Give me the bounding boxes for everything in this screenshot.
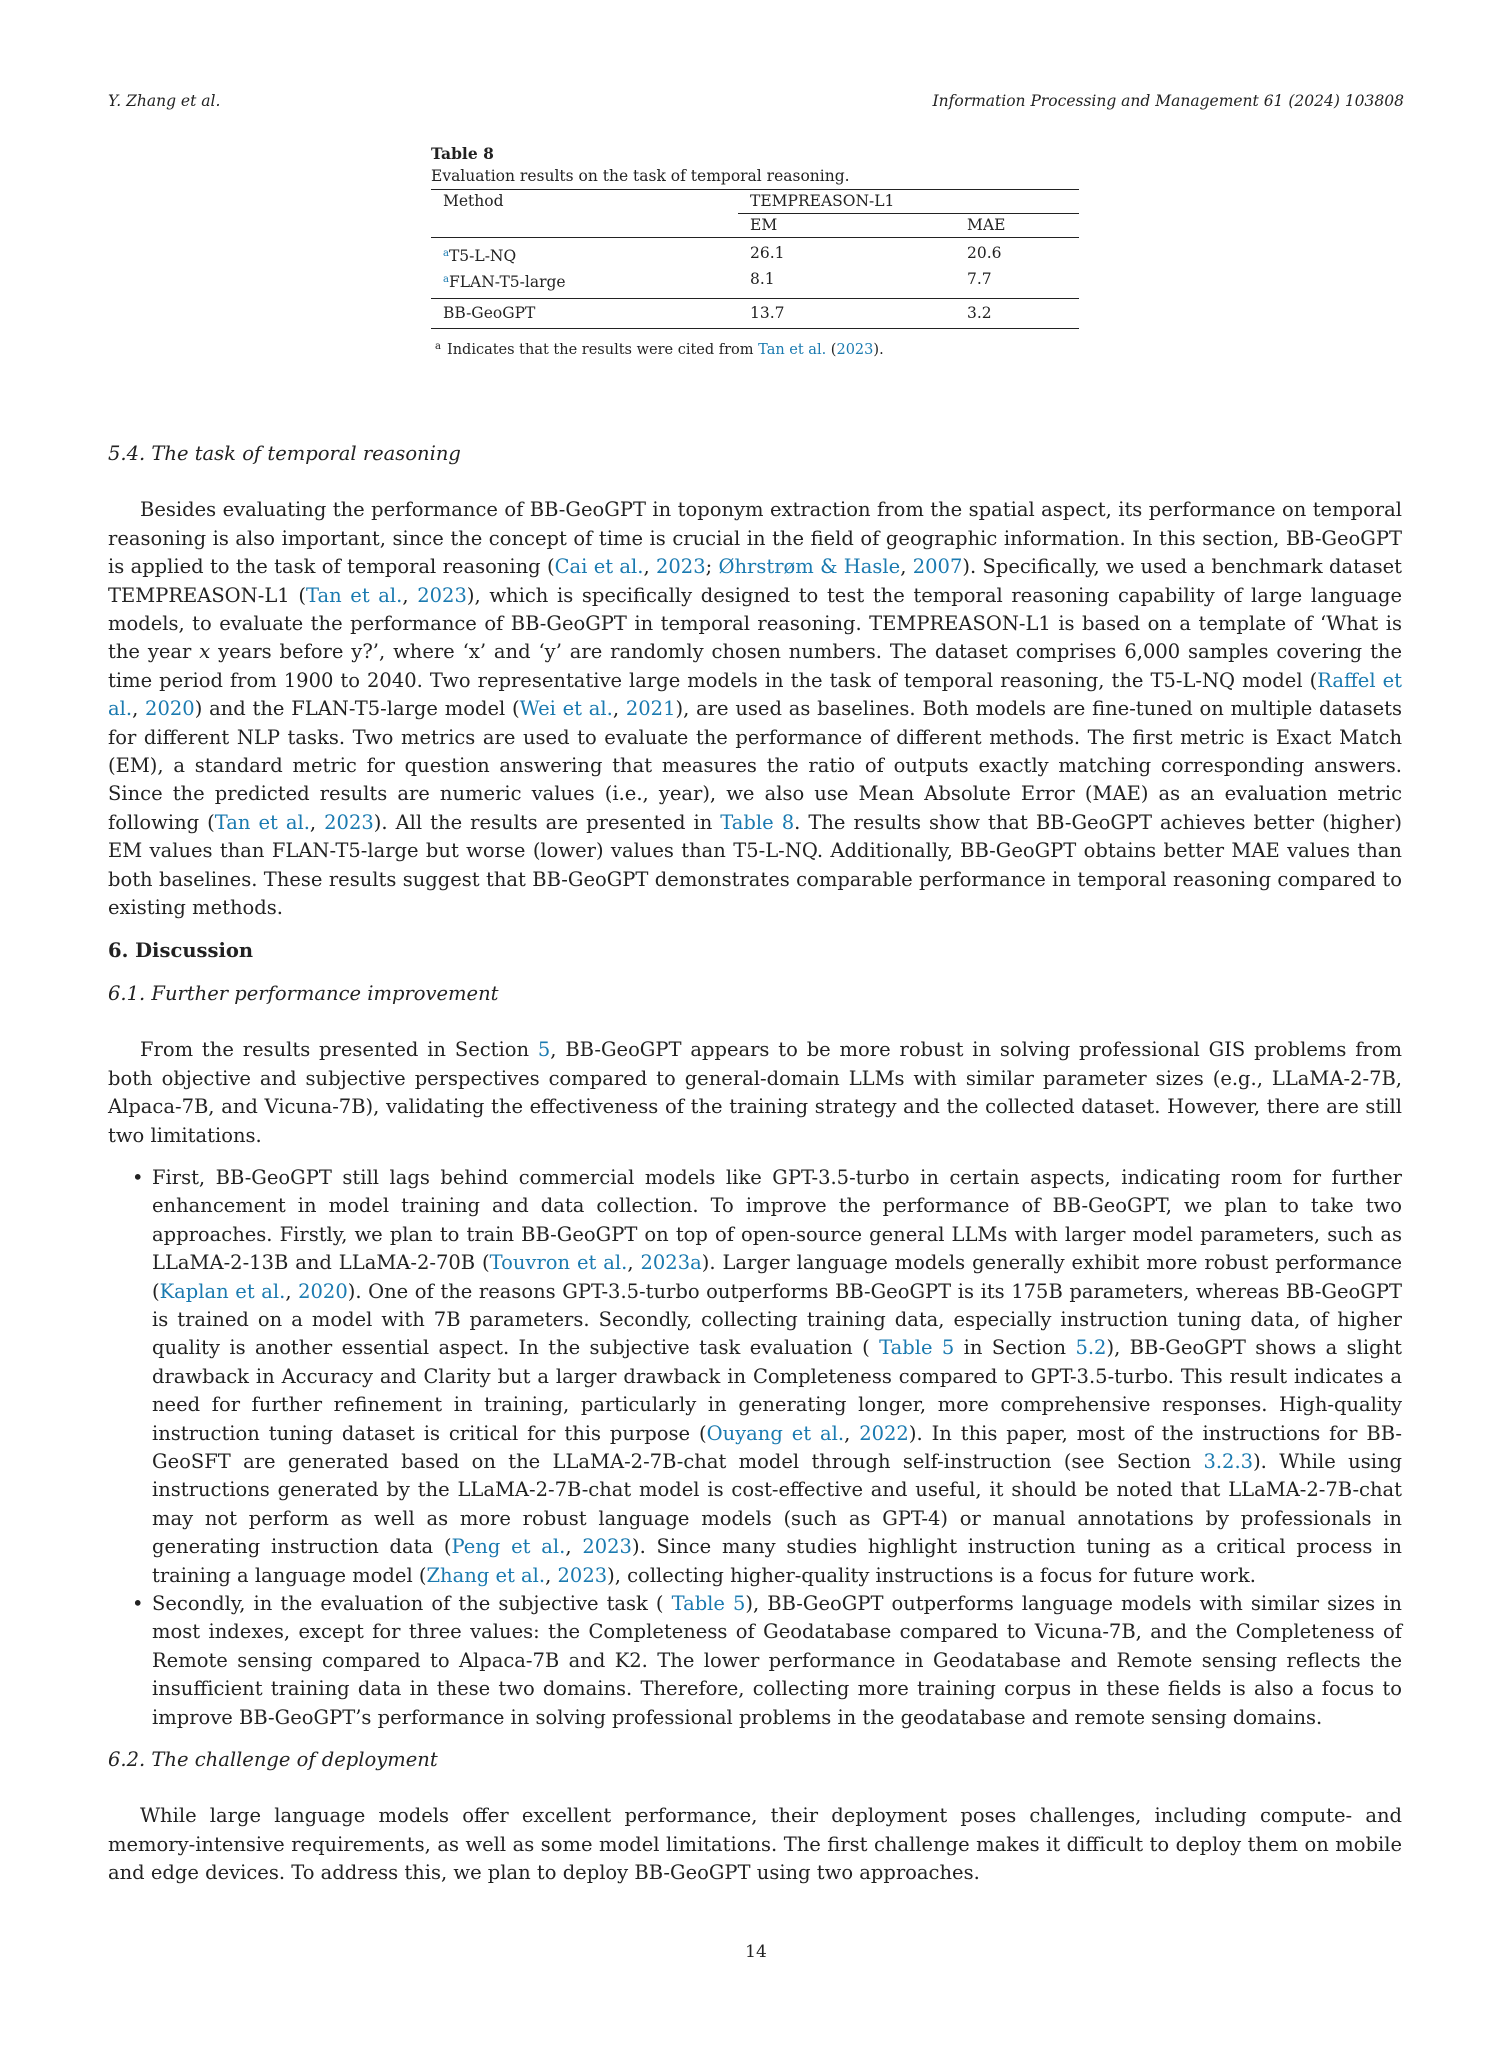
row-mae: 3.2 <box>967 304 992 322</box>
citation-link[interactable]: Tan et al. <box>214 810 310 834</box>
citation-link[interactable]: 3.2.3 <box>1203 1450 1254 1473</box>
table-row <box>431 238 1079 269</box>
row-method: BB-GeoGPT <box>443 304 536 322</box>
citation-link[interactable]: Øhrstrøm & Hasle <box>718 555 901 579</box>
citation-link[interactable]: 2023 <box>582 1535 632 1559</box>
math-variable: x <box>199 640 211 664</box>
section-5-4-paragraph: Besides evaluating the performance of BB-GeoGPT in toponym extraction from the spatial aspect, its performance on temporal reasoning is also important, since the concept of time is crucial in the field of geographic information. In this section, BB-GeoGPT is applied to the task of temporal reasoning (Cai et al., 2023; Øhrstrøm & Hasle, 2007). Specifically, we used a benchmark dataset TEMPREASON-L1 (Tan et al., 2023), which is specifically designed to test the temporal reasoning capability of large language models, to evaluate the performance of BB-GeoGPT in temporal reasoning. TEMPREASON-L1 is based on a template of ‘What is the year x years before y?’, where ‘x’ and ‘y’ are randomly chosen numbers. The dataset comprises 6,000 samples covering the time period from 1900 to 2040. Two representative large models in the task of temporal reasoning, the T5-L-NQ model (Raffel et al., 2020) and the FLAN-T5-large model (Wei et al., 2021), are used as baselines. Both models are fine-tuned on multiple datasets for different NLP tasks. Two metrics are used to evaluate the performance of different methods. The first metric is Exact Match (EM), a standard metric for question answering that measures the ratio of outputs exactly matching corresponding answers. Since the predicted results are numeric values (i.e., year), we also use Mean Absolute Error (MAE) as an evaluation metric following (Tan et al., 2023). All the results are presented in Table 8. The results show that BB-GeoGPT achieves better (higher) EM values than FLAN-T5-large but worse (lower) values than T5-L-NQ. Additionally, BB-GeoGPT obtains better MAE values than both baselines. These results suggest that BB-GeoGPT demonstrates comparable performance in temporal reasoning compared to existing methods. <box>108 498 1403 920</box>
citation-link[interactable]: Table 5 <box>671 1592 746 1616</box>
citation-link[interactable]: 2023 <box>557 1563 608 1587</box>
citation-link[interactable]: Cai et al. <box>554 555 644 579</box>
citation-link[interactable]: 2007 <box>912 555 963 579</box>
citation-link[interactable]: 2020 <box>298 1279 348 1303</box>
results-table <box>431 189 1079 329</box>
citation-link[interactable]: Table 8 <box>720 810 795 834</box>
running-header <box>108 92 1404 110</box>
list-item: • First, BB-GeoGPT still lags behind commercial models like GPT-3.5-turbo in certain aspects, indicating room for further enhancement in model training and data collection. To improve the performance of BB-GeoGPT, we plan to take two approaches. Firstly, we plan to train BB-GeoGPT on top of open-source general LLMs with larger model parameters, such as LLaMA-2-13B and LLaMA-2-70B (Touvron et al., 2023a). Larger language models generally exhibit more robust performance (Kaplan et al., 2020). One of the reasons GPT-3.5-turbo outperforms BB-GeoGPT is its 175B parameters, whereas BB-GeoGPT is trained on a model with 7B parameters. Secondly, collecting training data, especially instruction tuning data, of higher quality is another essential aspect. In the subjective task evaluation ( Table 5 in Section 5.2), BB-GeoGPT shows a slight drawback in Accuracy and Clarity but a larger drawback in Completeness compared to GPT-3.5-turbo. This result indicates a need for further refinement in training, particularly in generating longer, more comprehensive responses. High-quality instruction tuning dataset is critical for this purpose (Ouyang et al., 2022). In this paper, most of the instructions for BB-GeoSFT are generated based on the LLaMA-2-7B-chat model through self-instruction (see Section 3.2.3). While using instructions generated by the LLaMA-2-7B-chat model is cost-effective and useful, it should be noted that LLaMA-2-7B-chat may not perform as well as more robust language models (such as GPT-4) or manual annotations by professionals in generating instruction data (Peng et al., 2023). Since many studies highlight instruction tuning as a critical process in training a language model (Zhang et al., 2023), collecting higher-quality instructions is a focus for future work. <box>152 1164 1402 1590</box>
row-mae: 20.6 <box>967 244 1002 262</box>
citation-link[interactable]: Wei et al. <box>519 697 613 721</box>
footnote-citation-link[interactable]: Tan et al. <box>758 342 827 358</box>
page-number: 14 <box>745 1942 767 1962</box>
footnote-text: Indicates that the results were cited from <box>446 342 759 358</box>
table-label: Table 8 <box>431 144 494 163</box>
citation-link[interactable]: 2023 <box>324 810 374 834</box>
row-em: 26.1 <box>750 244 785 262</box>
col-mae-header: MAE <box>967 216 1006 234</box>
citation-link[interactable]: Tan et al. <box>305 583 403 607</box>
table-row <box>431 299 1079 329</box>
citation-link[interactable]: 2020 <box>145 697 195 721</box>
row-em: 13.7 <box>750 304 785 322</box>
table-footnote: $^a$ Indicates that the results were cited from Tan et al. (2023). <box>435 341 884 358</box>
main-body <box>108 440 1402 1888</box>
citation-link[interactable]: 2023 <box>417 583 467 607</box>
section-6-2-heading: 6.2. The challenge of deployment <box>108 1748 438 1772</box>
header-authors: Y. Zhang et al. <box>108 92 221 110</box>
citation-link[interactable]: Touvron et al. <box>489 1251 628 1275</box>
citation-link[interactable]: 2023 <box>655 555 706 579</box>
citation-link[interactable]: 5 <box>537 1038 551 1062</box>
table-8 <box>431 143 1079 358</box>
footnote-marker: a <box>443 248 449 259</box>
citation-link[interactable]: 2021 <box>625 697 676 721</box>
limitations-list <box>108 1164 1402 1732</box>
row-method: FLAN-T5-large <box>448 273 566 291</box>
section-6-2-paragraph: While large language models offer excellent performance, their deployment poses challenges, including compute- and memory-intensive requirements, as well as some model limitations. The first challenge makes it difficult to deploy them on mobile and edge devices. To address this, we plan to deploy BB-GeoGPT using two approaches. <box>108 1804 1402 1885</box>
row-method: T5-L-NQ <box>448 247 517 265</box>
section-5-4-heading: 5.4. The task of temporal reasoning <box>108 442 461 465</box>
section-6-1-paragraph: From the results presented in Section 5, BB-GeoGPT appears to be more robust in solving professional GIS problems from both objective and subjective perspectives compared to general-domain LLMs with similar parameter sizes (e.g., LLaMA-2-7B, Alpaca-7B, and Vicuna-7B), validating the effectiveness of the training strategy and the collected dataset. However, there are still two limitations. <box>108 1038 1402 1147</box>
citation-link[interactable]: Table 5 <box>879 1336 955 1360</box>
col-em-header: EM <box>750 216 778 234</box>
footnote-year-link[interactable]: 2023 <box>836 342 874 358</box>
table-row <box>431 268 1079 299</box>
citation-link[interactable]: 2023a <box>640 1251 702 1275</box>
citation-link[interactable]: Raffel et al. <box>108 668 1402 721</box>
list-item: • Secondly, in the evaluation of the subjective task ( Table 5), BB-GeoGPT outperforms language models with similar sizes in most indexes, except for three values: the Completeness of Geodatabase compared to Vicuna-7B, and the Completeness of Remote sensing compared to Alpaca-7B and K2. The lower performance in Geodatabase and Remote sensing reflects the insufficient training data in these two domains. Therefore, collecting more training corpus in these fields is also a focus to improve BB-GeoGPT’s performance in solving professional problems in the geodatabase and remote sensing domains. <box>152 1590 1402 1732</box>
citation-link[interactable]: Kaplan et al. <box>159 1279 286 1303</box>
citation-link[interactable]: 2022 <box>859 1421 909 1445</box>
section-6-heading: 6. Discussion <box>108 938 254 962</box>
citation-link[interactable]: Ouyang et al. <box>706 1421 845 1445</box>
citation-link[interactable]: 5.2 <box>1075 1336 1107 1360</box>
citation-link[interactable]: Peng et al. <box>451 1535 566 1559</box>
col-method-header: Method <box>443 192 504 210</box>
col-group-header: TEMPREASON-L1 <box>738 190 1079 214</box>
table-caption: Evaluation results on the task of temporal reasoning. <box>431 167 850 185</box>
header-journal: Information Processing and Management 61 (2024) 103808 <box>932 92 1404 110</box>
row-em: 8.1 <box>750 270 775 288</box>
footnote-marker: a <box>443 274 449 285</box>
section-6-1-heading: 6.1. Further performance improvement <box>108 981 499 1005</box>
row-mae: 7.7 <box>967 270 992 288</box>
citation-link[interactable]: Zhang et al. <box>426 1563 546 1587</box>
footnote-mark: a <box>435 341 441 352</box>
